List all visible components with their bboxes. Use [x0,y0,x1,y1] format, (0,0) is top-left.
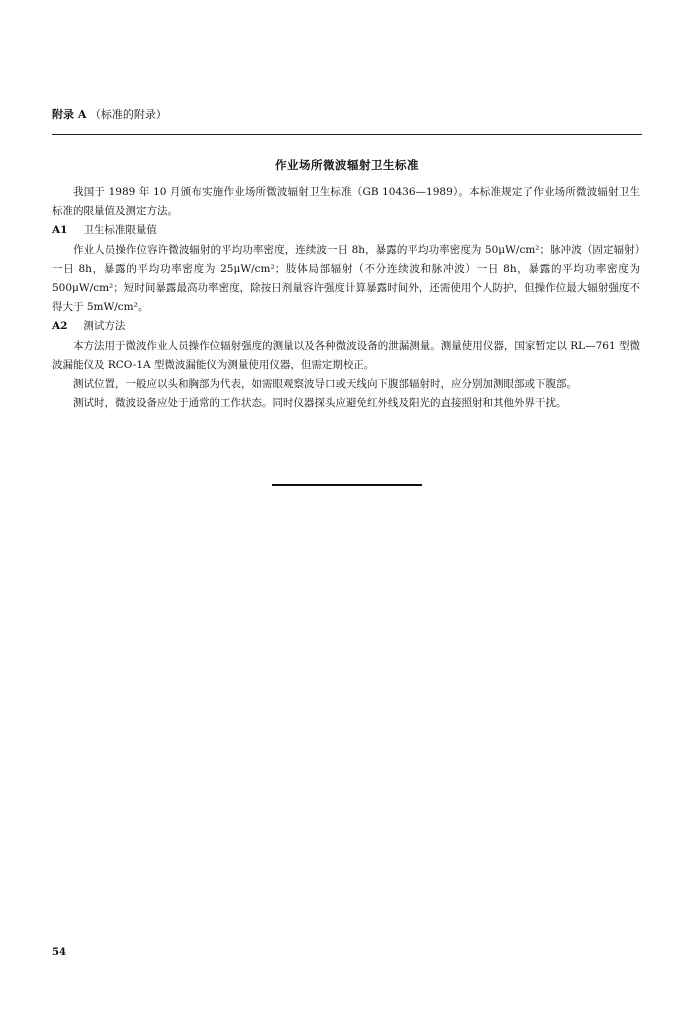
appendix-label: 附录 A [52,108,87,121]
intro-paragraph: 我国于 1989 年 10 月颁布实施作业场所微波辐射卫生标准（GB 10436—1989）。本标准规定了作业场所微波辐射卫生标准的限量值及测定方法。 [52,186,640,218]
section-a2-paragraph: 测试位置，一般应以头和胸部为代表，如需眼观察波导口或天线向下腹部辐射时，应分别加测眼部或下腹部。 [73,378,577,391]
document-body [52,183,640,413]
section-title: 测试方法 [83,320,126,333]
header-divider [52,134,642,135]
section-a2-paragraph: 本方法用于微波作业人员操作位辐射强度的测量以及各种微波设备的泄漏测量。测量使用仪器，国家暂定以 RL—761 型微波漏能仪及 RCO-1A 型微波漏能仪为测量使用仪器，但需定期校正。 [52,339,640,371]
end-of-appendix-rule [272,484,422,486]
section-heading-a1 [52,221,640,240]
section-number: A2 [52,320,68,333]
appendix-note: （标准的附录） [89,108,167,121]
section-number: A1 [52,224,68,237]
section-a2-paragraph: 测试时，微波设备应处于通常的工作状态。同时仪器探头应避免红外线及阳光的直接照射和其他外界干扰。 [73,397,567,410]
document-title: 作业场所微波辐射卫生标准 [275,158,419,172]
page-number: 54 [52,947,66,958]
section-heading-a2 [52,317,640,336]
appendix-header [52,108,167,122]
section-a1-paragraph: 作业人员操作位容许微波辐射的平均功率密度，连续波一日 8h，暴露的平均功率密度为 50μW/cm²；脉冲波（固定辐射）一日 8h，暴露的平均功率密度为 25μW/cm²；肢体局部辐射（不分连续波和脉冲波）一日 8h，暴露的平均功率密度为 500μW/cm²；短时间暴露最高功率密度，除按日剂量容许强度计算暴露时间外，还需使用个人防护，但操作位最大辐射强度不得大于 5mW/cm²。 [52,243,640,314]
section-title: 卫生标准限量值 [83,224,157,237]
